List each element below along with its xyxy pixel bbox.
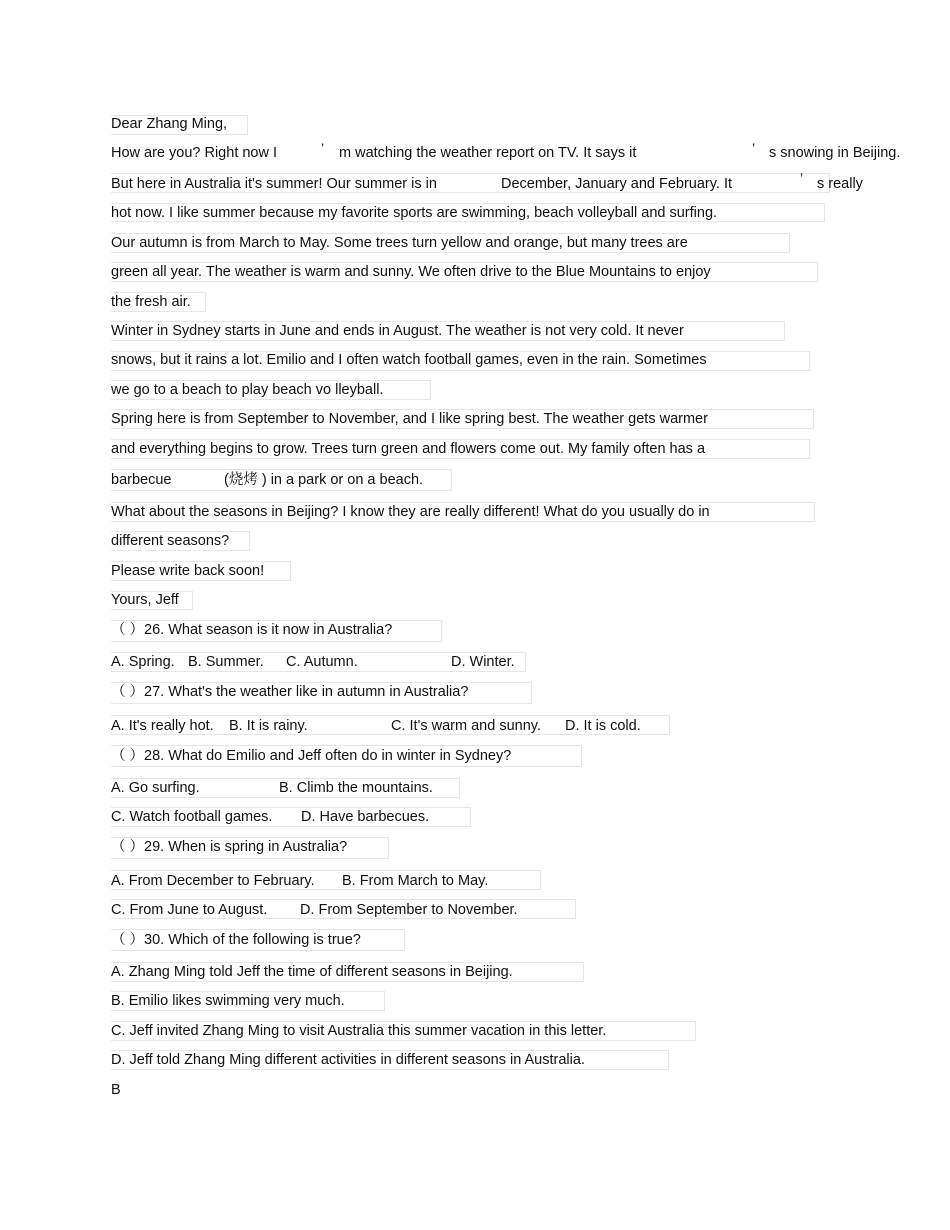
p1-line2-part1: But here in Australia it's summer! Our summer is in [111, 176, 437, 192]
option-b: B. Climb the mountains. [279, 780, 433, 796]
p3-line1: Winter in Sydney starts in June and ends in August. The weather is not very cold. It never [111, 323, 684, 339]
option-d: D. Winter. [451, 654, 515, 670]
apostrophe-mark: ’ [800, 170, 804, 186]
p1-line2-part2: December, January and February. It [501, 176, 733, 192]
p1-line1-part3: s snowing in Beijing. [769, 145, 901, 161]
p4-line2: and everything begins to grow. Trees turn green and flowers come out. My family often has a [111, 441, 706, 457]
option-c: C. It's warm and sunny. [391, 718, 541, 734]
p4-line1: Spring here is from September to November, and I like spring best. The weather gets warmer [111, 411, 708, 427]
option-b: B. Emilio likes swimming very much. [111, 993, 345, 1009]
p5-line1: What about the seasons in Beijing? I know they are really different! What do you usually do in [111, 504, 710, 520]
option-a: A. Spring. [111, 654, 175, 670]
p3-line2: snows, but it rains a lot. Emilio and I often watch football games, even in the rain. Sometimes [111, 352, 707, 368]
letter-greeting: Dear Zhang Ming, [111, 116, 228, 132]
p1-line1-part1: How are you? Right now I [111, 145, 278, 161]
section-label: B [111, 1082, 121, 1098]
letter-closing: Please write back soon! [111, 563, 265, 579]
option-a: A. Go surfing. [111, 780, 200, 796]
letter-signature: Yours, Jeff [111, 592, 179, 608]
p4-line3-part2: (烧烤 ) in a park or on a beach. [224, 472, 424, 488]
option-b: B. Summer. [188, 654, 264, 670]
option-c: C. From June to August. [111, 902, 268, 918]
p5-line2: different seasons? [111, 533, 230, 549]
p4-line3-part1: barbecue [111, 472, 172, 488]
option-a: A. Zhang Ming told Jeff the time of different seasons in Beijing. [111, 964, 513, 980]
p2-line3: the fresh air. [111, 294, 191, 310]
option-b: B. It is rainy. [229, 718, 308, 734]
option-d: D. Have barbecues. [301, 809, 430, 825]
p2-line2: green all year. The weather is warm and sunny. We often drive to the Blue Mountains to enjoy [111, 264, 711, 280]
option-c: C. Watch football games. [111, 809, 273, 825]
question-stem: （ ）27. What's the weather like in autumn in Australia? [111, 684, 469, 700]
option-a: A. From December to February. [111, 873, 315, 889]
question-stem: （ ）28. What do Emilio and Jeff often do in winter in Sydney? [111, 748, 512, 764]
option-c: C. Autumn. [286, 654, 358, 670]
p1-line1-part2: m watching the weather report on TV. It says it [339, 145, 637, 161]
p1-line2-part3: s really [817, 176, 863, 192]
option-c: C. Jeff invited Zhang Ming to visit Australia this summer vacation in this letter. [111, 1023, 607, 1039]
question-stem: （ ）30. Which of the following is true? [111, 932, 361, 948]
option-b: B. From March to May. [342, 873, 489, 889]
apostrophe-mark: ’ [752, 140, 756, 156]
apostrophe-mark: ’ [321, 140, 325, 156]
option-d: D. Jeff told Zhang Ming different activities in different seasons in Australia. [111, 1052, 585, 1068]
option-d: D. From September to November. [300, 902, 518, 918]
question-stem: （ ）26. What season is it now in Australia? [111, 622, 393, 638]
p1-line3: hot now. I like summer because my favorite sports are swimming, beach volleyball and surfing. [111, 205, 718, 221]
question-stem: （ ）29. When is spring in Australia? [111, 839, 348, 855]
p3-line3: we go to a beach to play beach vo lleyball. [111, 382, 384, 398]
p2-line1: Our autumn is from March to May. Some trees turn yellow and orange, but many trees are [111, 235, 688, 251]
option-d: D. It is cold. [565, 718, 641, 734]
option-a: A. It's really hot. [111, 718, 214, 734]
